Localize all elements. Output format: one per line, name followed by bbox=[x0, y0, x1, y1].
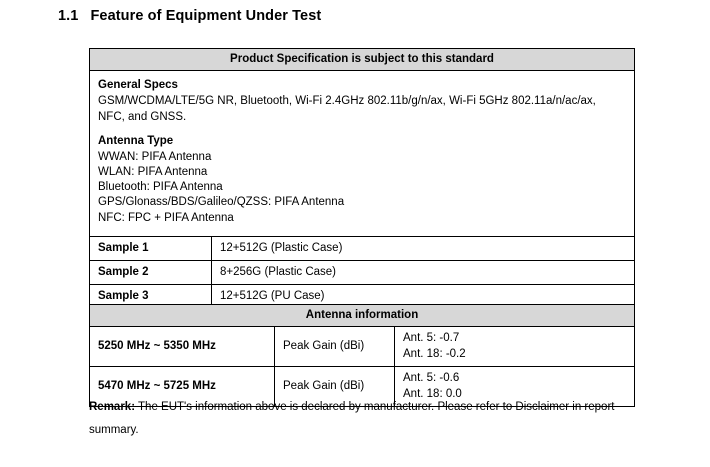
antenna-type-line: WLAN: PIFA Antenna bbox=[98, 166, 208, 179]
table-row bbox=[90, 305, 635, 327]
table-row bbox=[90, 260, 635, 284]
sample-value: 8+256G (Plastic Case) bbox=[212, 260, 635, 284]
gain-label: Peak Gain (dBi) bbox=[275, 367, 395, 407]
product-specification-table bbox=[89, 48, 635, 309]
remark-label: Remark: bbox=[89, 401, 136, 413]
frequency-range: 5470 MHz ~ 5725 MHz bbox=[90, 367, 275, 407]
remark-text: The EUT's information above is declared by manufacturer. Please refer to Disclaimer in report summary. bbox=[89, 401, 615, 436]
antenna-table-header: Antenna information bbox=[90, 305, 635, 327]
antenna-type-line: WWAN: PIFA Antenna bbox=[98, 150, 212, 163]
antenna-gain-line: Ant. 18: 0.0 bbox=[403, 387, 462, 400]
general-specs-line: NFC, and GNSS. bbox=[98, 110, 187, 123]
section-title-text: Feature of Equipment Under Test bbox=[90, 8, 322, 24]
spec-table-header: Product Specification is subject to this standard bbox=[90, 49, 635, 71]
antenna-type-line: NFC: FPC + PIFA Antenna bbox=[98, 211, 234, 224]
antenna-type-title: Antenna Type bbox=[98, 134, 174, 147]
general-specs-title: General Specs bbox=[98, 79, 178, 92]
antenna-gain-values bbox=[395, 327, 635, 367]
antenna-information-table bbox=[89, 304, 635, 407]
general-specs-line: GSM/WCDMA/LTE/5G NR, Bluetooth, Wi-Fi 2.4GHz 802.11b/g/n/ax, Wi-Fi 5GHz 802.11a/n/ac/ax, bbox=[98, 95, 596, 108]
antenna-gain-line: Ant. 5: -0.7 bbox=[403, 332, 460, 345]
table-row bbox=[90, 71, 635, 237]
sample-value: 12+512G (Plastic Case) bbox=[212, 236, 635, 260]
gain-label: Peak Gain (dBi) bbox=[275, 327, 395, 367]
antenna-type-line: GPS/Glonass/BDS/Galileo/QZSS: PIFA Antenna bbox=[98, 196, 345, 209]
spacer bbox=[98, 125, 626, 134]
table-row bbox=[90, 327, 635, 367]
page-title bbox=[58, 8, 321, 24]
sample-label: Sample 3 bbox=[90, 285, 212, 309]
remark-note bbox=[89, 396, 639, 442]
table-row bbox=[90, 236, 635, 260]
antenna-gain-line: Ant. 5: -0.6 bbox=[403, 372, 460, 385]
sample-label: Sample 1 bbox=[90, 236, 212, 260]
antenna-type-line: Bluetooth: PIFA Antenna bbox=[98, 181, 223, 194]
sample-value: 12+512G (PU Case) bbox=[212, 285, 635, 309]
spec-details-cell bbox=[90, 71, 635, 237]
frequency-range: 5250 MHz ~ 5350 MHz bbox=[90, 327, 275, 367]
sample-label: Sample 2 bbox=[90, 260, 212, 284]
table-row bbox=[90, 49, 635, 71]
antenna-gain-line: Ant. 18: -0.2 bbox=[403, 347, 466, 360]
section-number: 1.1 bbox=[58, 8, 79, 24]
